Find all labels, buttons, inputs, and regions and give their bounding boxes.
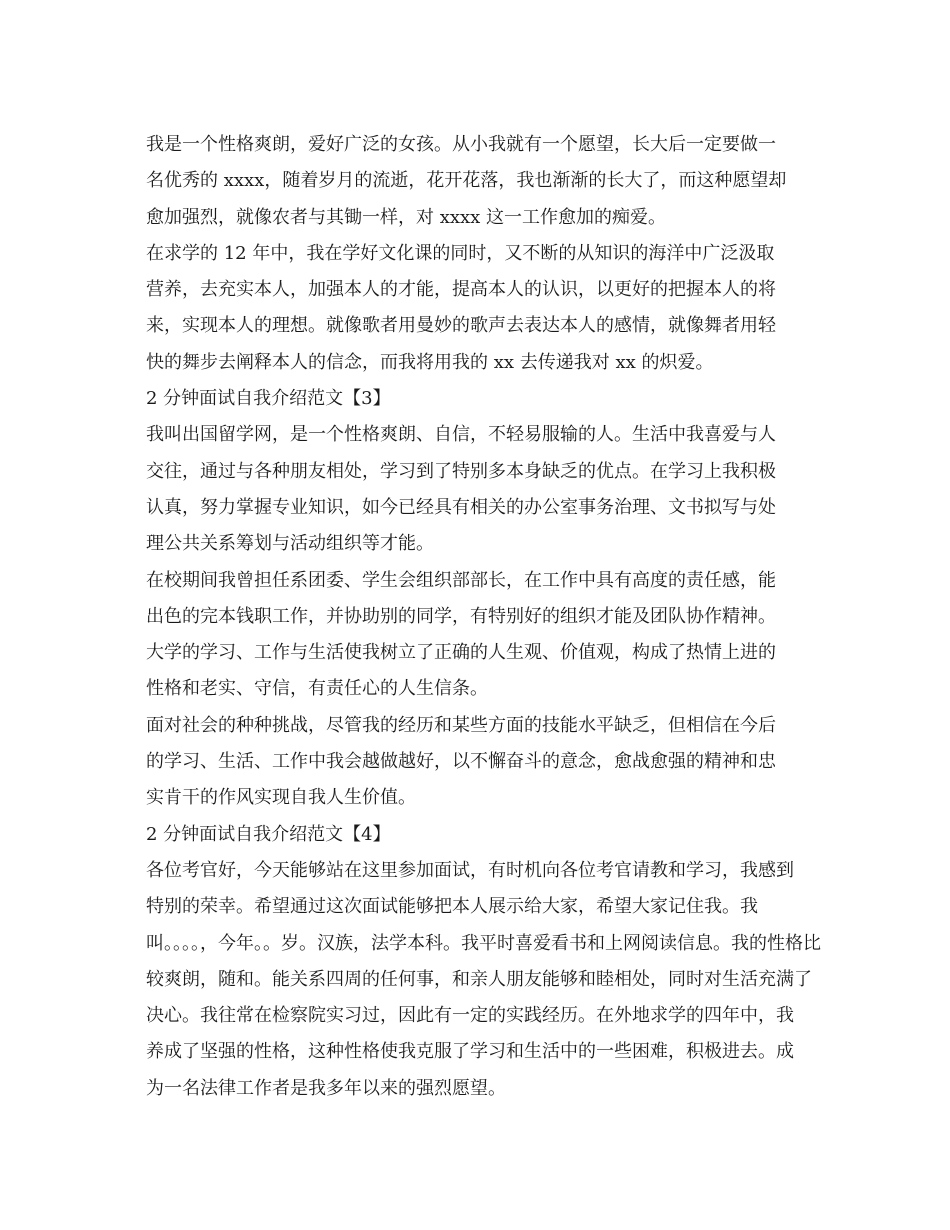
text-line: 营养，去充实本人，加强本人的才能，提高本人的认识，以更好的把握本人的将 [146, 279, 776, 301]
text-line: 大学的学习、工作与生活使我树立了正确的人生观、价值观，构成了热情上进的 [146, 642, 776, 664]
text-line: 的学习、生活、工作中我会越做越好，以不懈奋斗的意念，愈战愈强的精神和忠 [146, 751, 776, 773]
text-line: 叫。。。。，今年。。岁。汉族，法学本科。我平时喜爱看书和上网阅读信息。我的性格比 [146, 932, 821, 954]
text-line: 来，实现本人的理想。就像歌者用曼妙的歌声去表达本人的感情，就像舞者用轻 [146, 315, 776, 337]
text-line: 愈加强烈，就像农者与其锄一样，对 xxxx 这一工作愈加的痴爱。 [146, 206, 667, 228]
text-line: 为一名法律工作者是我多年以来的强烈愿望。 [146, 1077, 506, 1099]
text-line: 面对社会的种种挑战，尽管我的经历和某些方面的技能水平缺乏，但相信在今后 [146, 714, 776, 736]
text-line: 在校期间我曾担任系团委、学生会组织部部长，在工作中具有高度的责任感，能 [146, 569, 776, 591]
text-line: 我叫出国留学网，是一个性格爽朗、自信，不轻易服输的人。生活中我喜爱与人 [146, 424, 776, 446]
section-heading: 2 分钟面试自我介绍范文【4】 [146, 823, 391, 845]
text-line: 理公共关系筹划与活动组织等才能。 [146, 533, 434, 555]
text-line: 快的舞步去阐释本人的信念，而我将用我的 xx 去传递我对 xx 的炽爱。 [146, 351, 714, 373]
section-heading: 2 分钟面试自我介绍范文【3】 [146, 388, 391, 410]
text-line: 出色的完本钱职工作，并协助别的同学，有特别好的组织才能及团队协作精神。 [146, 605, 776, 627]
text-line: 各位考官好，今天能够站在这里参加面试，有时机向各位考官请教和学习，我感到 [146, 859, 794, 881]
document-body [146, 127, 821, 1107]
text-line: 在求学的 12 年中，我在学好文化课的同时，又不断的从知识的海洋中广泛汲取 [146, 242, 775, 264]
text-line: 养成了坚强的性格，这种性格使我克服了学习和生活中的一些困难，积极进去。成 [146, 1041, 794, 1063]
text-line: 实肯干的作风实现自我人生价值。 [146, 787, 416, 809]
text-line: 认真，努力掌握专业知识，如今已经具有相关的办公室事务治理、文书拟写与处 [146, 496, 776, 518]
text-line: 较爽朗，随和。能关系四周的任何事，和亲人朋友能够和睦相处，同时对生活充满了 [146, 968, 812, 990]
text-line: 决心。我往常在检察院实习过，因此有一定的实践经历。在外地求学的四年中，我 [146, 1005, 794, 1027]
text-line: 交往，通过与各种朋友相处，学习到了特别多本身缺乏的优点。在学习上我积极 [146, 460, 776, 482]
text-line: 特别的荣幸。希望通过这次面试能够把本人展示给大家，希望大家记住我。我 [146, 896, 758, 918]
text-line: 名优秀的 xxxx，随着岁月的流逝，花开花落，我也渐渐的长大了，而这种愿望却 [146, 170, 787, 192]
text-line: 性格和老实、守信，有责任心的人生信条。 [146, 678, 488, 700]
text-line: 我是一个性格爽朗，爱好广泛的女孩。从小我就有一个愿望，长大后一定要做一 [146, 134, 776, 155]
